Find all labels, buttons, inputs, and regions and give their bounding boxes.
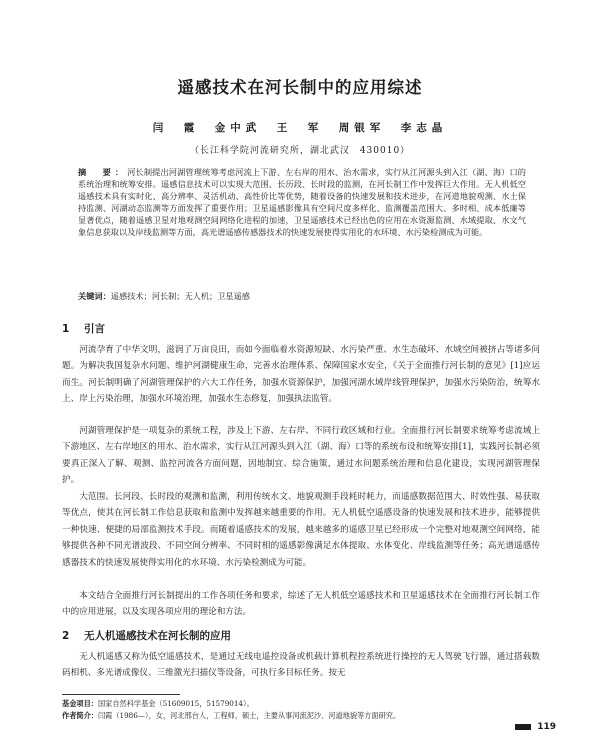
affiliation: （长江科学院河流研究所，湖北武汉 430010） bbox=[189, 146, 411, 156]
author-list: 闫 霞 金中武 王 军 周银军 李志晶 bbox=[152, 122, 448, 134]
keywords-text: 遥感技术；河长制；无人机；卫星遥感 bbox=[110, 291, 250, 301]
page-number-text: 119 bbox=[537, 722, 556, 732]
footnote-fund bbox=[62, 698, 540, 709]
keywords-label: 关键词： bbox=[78, 291, 111, 301]
abstract bbox=[78, 166, 526, 239]
footnote-divider bbox=[62, 694, 180, 695]
section-2-title: 无人机遥感技术在河长制的应用 bbox=[84, 630, 231, 642]
footnote-author-text: 闫霞（1986—），女，河北邢台人，工程师，硕士，主要从事河流泥沙、河道地貌等方面研究。 bbox=[97, 711, 401, 720]
section-1-paragraph-1: 河流孕育了中华文明，滋润了万亩良田，而如今面临着水资源短缺、水污染严重、水生态破坏、水域空间被挤占等诸多问题。为解决我国复杂水问题、维护河湖健康生命，完善水治理体系、保障国家水安全，《关于全面推行河长制的意见》[1]应运而生。河长制明确了河湖管理保护的六大工作任务，加强水资源保护，加强河湖水域岸线管理保护，加强水污染防治，统筹水上、岸上污染治理，加强水环境治理，加强水生态修复，加强执法监管。 bbox=[62, 345, 540, 405]
article-title: 遥感技术在河长制中的应用综述 bbox=[177, 78, 423, 97]
section-1-number: 1 bbox=[62, 323, 70, 335]
section-1-paragraph-2: 河湖管理保护是一项复杂的系统工程，涉及上下游、左右岸、不同行政区域和行业。全面推行河长制要求统筹考虑流域上下游地区、左右岸地区的用水、治水需求，实行从江河源头到入江（湖、海）口等的系统布设和统筹安排[1]，实践河长制必须要真正深入了解、观测、监控河流各方面问题，因地制宜、综合施策，通过水问题系统治理和信息化建设，实现河湖管理保护。 bbox=[62, 426, 540, 486]
section-1-paragraph-4: 本文结合全面推行河长制提出的工作各项任务和要求，综述了无人机低空遥感技术和卫星遥感技术在全面推行河长制工作中的应用进展，以及实现各项应用的理论和方法。 bbox=[62, 591, 540, 618]
section-1-heading bbox=[62, 321, 105, 336]
section-2-heading bbox=[62, 628, 231, 643]
section-1-paragraph-3: 大范围、长河段、长时段的观测和监测，利用传统水文、地貌观测手段耗时耗力，而遥感数据范围大、时效性强、易获取等优点，使其在河长制工作信息获取和监测中发挥越来越重要的作用。无人机低空遥感设备的快速发展和技术进步，能够提供一种快速、便捷的局部监测技术手段。而随着遥感技术的发展，越来越多的遥感卫星已经形成一个完整对地观测空间网络，能够提供各种不同光谱波段、不同空间分辨率、不同时相的遥感影像满足水体提取、水体变化、岸线监测等任务；高光谱遥感传感器技术的快速发展使得实用化的水环境、水污染检测成为可能。 bbox=[62, 492, 540, 568]
keywords bbox=[78, 290, 526, 302]
abstract-label: 摘 要： bbox=[78, 167, 128, 177]
section-1-title: 引言 bbox=[84, 323, 105, 335]
footnote-fund-text: 国家自然科学基金（51609015，51579014）。 bbox=[97, 699, 254, 708]
section-2-paragraph-1: 无人机遥感又称为低空遥感技术，是通过无线电遥控设备或机载计算机程控系统进行操控的无人驾驶飞行器，通过搭载数码相机、多光谱成像仪、三维激光扫描仪等设备，可执行多目标任务。按无 bbox=[62, 652, 540, 679]
footnote-author bbox=[62, 710, 540, 721]
page-mark-icon bbox=[515, 724, 531, 730]
abstract-text: 河长制提出河湖管理统筹考虑河流上下游、左右岸的用水、治水需求，实行从江河源头到入江（湖、海）口的系统治理和统筹安排。遥感信息技术可以实现大范围、长历段、长时段的监测，在河长制工作中发挥巨大作用。无人机低空遥感技术具有实时化、高分辨率、灵活机动、高性价比等优势，随着设备的快速发展和技术进步，在河道地貌观测、水土保持监测、河湖动态监测等方面发挥了重要作用；卫星遥感影像具有空间尺度多样化、监测覆盖范围大、多时相、成本低廉等显著优点，随着遥感卫星对地观测空间网络化进程的加速，卫星遥感技术已经出色的应用在水资源监测、水域提取、水文气象信息获取以及岸线监测等方面，高光谱遥感传感器技术的快速发展使得实用化的水环境、水污染检测成为可能。 bbox=[78, 167, 526, 238]
footnote-fund-label: 基金项目： bbox=[62, 699, 98, 708]
page-number bbox=[515, 722, 556, 732]
footnote-author-label: 作者简介： bbox=[62, 711, 98, 720]
section-2-number: 2 bbox=[62, 630, 70, 642]
